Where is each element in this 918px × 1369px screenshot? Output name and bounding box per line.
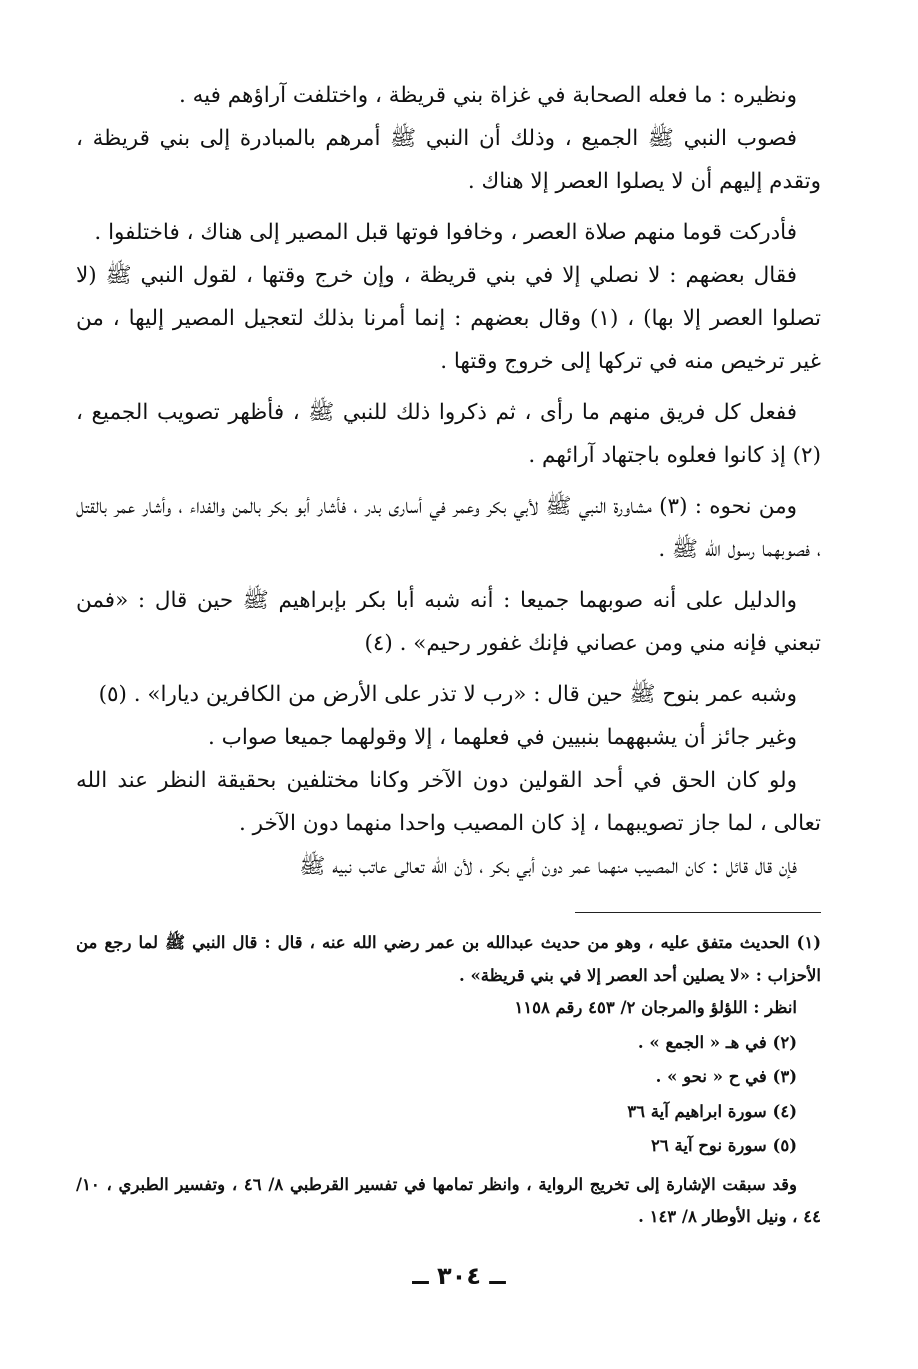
body-paragraph: فصوب النبي ﷺ الجميع ، وذلك أن النبي ﷺ أمرهم بالمبادرة إلى بني قريظة ، وتقدم إليهم أن لا يصلوا العصر إلا هناك .: [76, 126, 821, 194]
body-paragraph: ومن نحوه : (٣) مشاورة النبي ﷺ لأبي بكر وعمر في أسارى بدر ، فأشار أبو بكر بالمن والفداء ، وأشار عمر بالقتل ، فصوبهما رسول الله ﷺ .: [76, 494, 821, 562]
body-paragraph: فأدركت قوما منهم صلاة العصر ، وخافوا فوتها قبل المصير إلى هناك ، فاختلفوا .: [94, 220, 797, 245]
footnote-1-reference: انظر : اللؤلؤ والمرجان ٢/ ٤٥٣ رقم ١١٥٨: [514, 998, 797, 1017]
body-paragraph: وشبه عمر بنوح ﷺ حين قال : «رب لا تذر على الأرض من الكافرين ديارا» . (٥): [98, 682, 797, 707]
page-body: [76, 74, 821, 1234]
footnote-3: (٣) في ح « نحو » .: [655, 1067, 797, 1086]
footnote-note: وقد سبقت الإشارة إلى تخريج الرواية ، وانظر تمامها في تفسير القرطبي ٨/ ٤٦ ، وتفسير الطبري ، ١٠/ ٤٤ ، ونيل الأوطار ٨/ ١٤٣ .: [76, 1174, 821, 1226]
body-paragraph: ولو كان الحق في أحد القولين دون الآخر وكانا مختلفين بحقيقة النظر عند الله تعالى ، لما جاز تصويبهما ، إذ كان المصيب واحدا منهما دون الآخر .: [76, 768, 821, 836]
body-paragraph: ونظيره : ما فعله الصحابة في غزاة بني قريظة ، واختلفت آراؤهم فيه .: [178, 83, 797, 108]
footnote-2: (٢) في هـ « الجمع » .: [637, 1032, 797, 1052]
footnotes: [76, 927, 821, 1234]
footnote-5: (٥) سورة نوح آية ٢٦: [651, 1136, 797, 1155]
body-paragraph: ففعل كل فريق منهم ما رأى ، ثم ذكروا ذلك للنبي ﷺ ، فأظهر تصويب الجميع ، (٢) إذ كانوا فعلوه باجتهاد آرائهم .: [76, 400, 821, 468]
footnote-4: (٤) سورة ابراهيم آية ٣٦: [627, 1101, 797, 1121]
body-paragraph: فإن قال قائل : كان المصيب منهما عمر دون أبي بكر ، لأن الله تعالى عاتب نبيه ﷺ: [299, 854, 797, 879]
body-paragraph: وغير جائز أن يشبههما بنبيين في فعلهما ، إلا وقولهما جميعا صواب .: [208, 725, 797, 750]
page-number: ــ ٣٠٤ ــ: [412, 1262, 506, 1290]
body-paragraph: فقال بعضهم : لا نصلي إلا في بني قريظة ، وإن خرج وقتها ، لقول النبي ﷺ (لا تصلوا العصر إلا بها) ، (١) وقال بعضهم : إنما أمرنا بذلك لتعجيل المصير إليها ، من غير ترخيص منه في تركها إلى خروج وقتها .: [76, 263, 822, 374]
footnote-1: (١) الحديث متفق عليه ، وهو من حديث عبدالله بن عمر رضي الله عنه ، قال : قال النبي ﷺ لما رجع من الأحزاب : «لا يصلين أحد العصر إلا في بني قريظة» .: [76, 933, 821, 985]
footnote-separator: [575, 912, 821, 913]
body-paragraph: والدليل على أنه صوبهما جميعا : أنه شبه أبا بكر بإبراهيم ﷺ حين قال : «فمن تبعني فإنه مني ومن عصاني فإنك غفور رحيم» . (٤): [76, 588, 821, 656]
